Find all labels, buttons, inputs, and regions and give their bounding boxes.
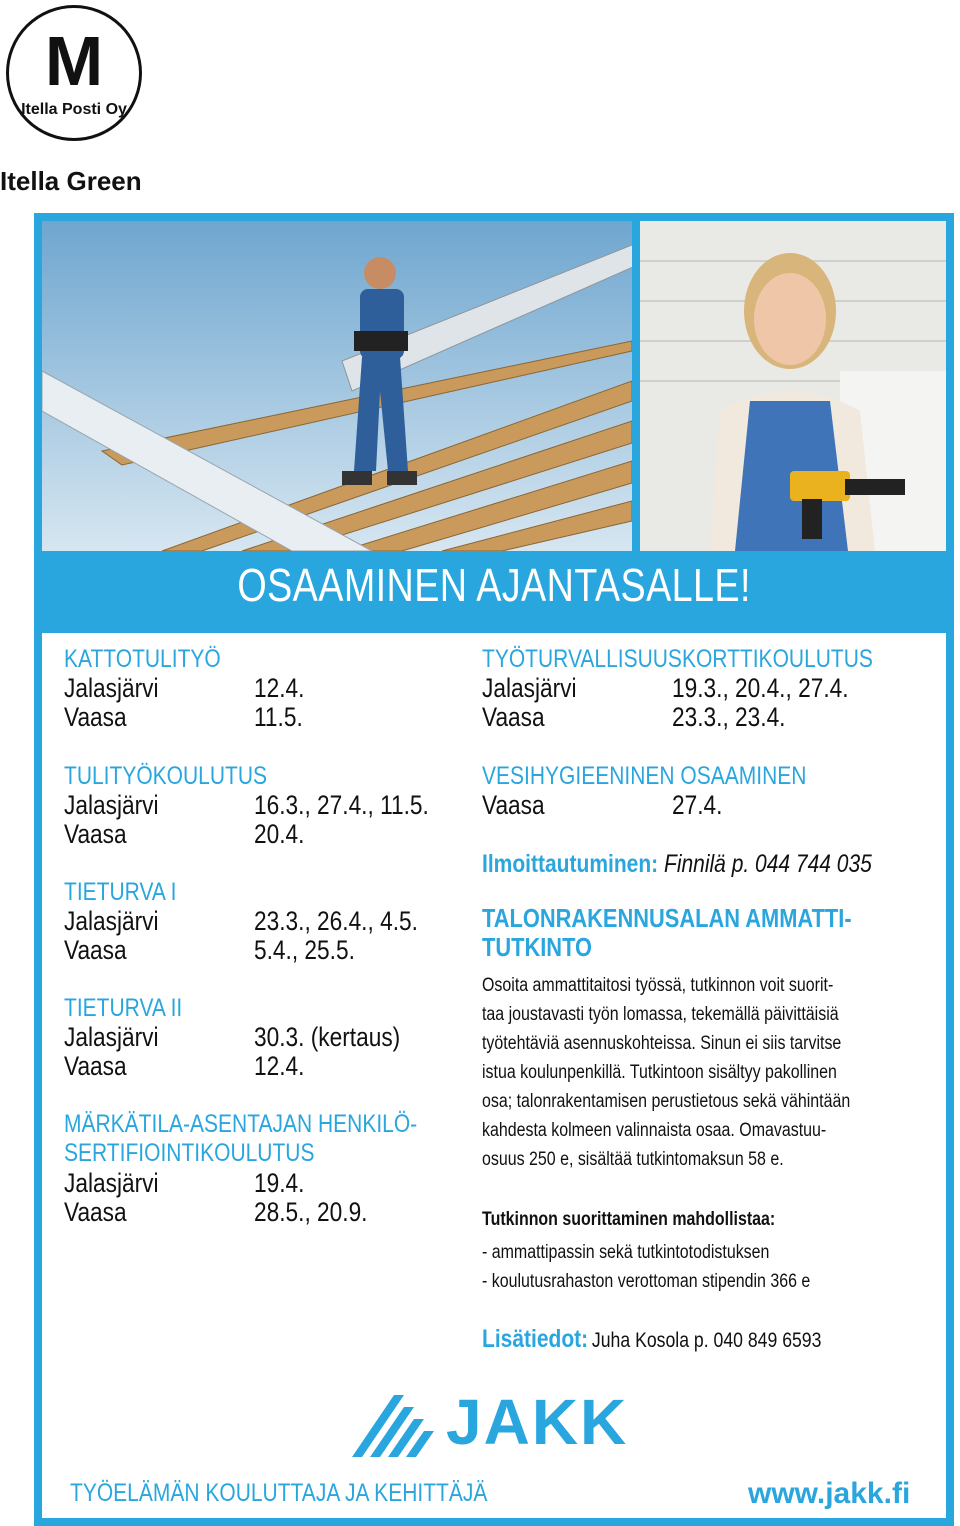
course-place: Jalasjärvi: [482, 673, 577, 703]
stamp-text: Itella Posti Oy: [21, 101, 127, 118]
enables-title: Tutkinnon suorittaminen mahdollistaa:: [482, 1209, 776, 1230]
tagline: TYÖELÄMÄN KOULUTTAJA JA KEHITTÄJÄ: [70, 1479, 488, 1507]
jakk-logo-icon: [352, 1395, 442, 1457]
course-title-continued: SERTIFIOINTIKOULUTUS: [64, 1139, 315, 1167]
course-dates: 28.5., 20.9.: [254, 1197, 368, 1227]
course-dates: 27.4.: [672, 790, 723, 820]
course-dates: 16.3., 27.4., 11.5.: [254, 790, 429, 820]
course-dates: 23.3., 23.4.: [672, 702, 786, 732]
course-title: MÄRKÄTILA-ASENTAJAN HENKILÖ-: [64, 1110, 418, 1138]
course-title: TULITYÖKOULUTUS: [64, 762, 268, 790]
content-panel: [42, 633, 946, 1518]
registration-value: Finnilä p. 044 744 035: [664, 850, 872, 878]
worker-woman-photo: [640, 221, 946, 551]
list-item: - koulutusrahaston verottoman stipendin 366 e: [482, 1271, 811, 1292]
course-place: Vaasa: [64, 702, 127, 732]
course-dates: 20.4.: [254, 819, 305, 849]
course-place: Vaasa: [64, 1197, 127, 1227]
text-line: kahdesta kolmeen valinnaista osaa. Omavastuu-: [482, 1120, 827, 1141]
course-place: Jalasjärvi: [64, 906, 159, 936]
info-label: Lisätiedot:: [482, 1325, 589, 1353]
course-place: Jalasjärvi: [64, 1168, 159, 1198]
course-dates: 30.3. (kertaus): [254, 1022, 401, 1052]
registration-line: [482, 850, 872, 879]
degree-description: [482, 971, 850, 1174]
banner: [34, 558, 954, 612]
degree-title-continued: TUTKINTO: [482, 932, 593, 962]
degree-title: TALONRAKENNUSALAN AMMATTI-: [482, 903, 852, 933]
course-place: Jalasjärvi: [64, 790, 159, 820]
postage-stamp: [6, 5, 142, 141]
brand-label: Itella Green: [0, 166, 142, 196]
course-dates: 5.4., 25.5.: [254, 935, 355, 965]
course-place: Vaasa: [482, 790, 545, 820]
course-title: TIETURVA II: [64, 994, 183, 1022]
registration-label: Ilmoittautuminen:: [482, 850, 659, 878]
course-dates: 23.3., 26.4., 4.5.: [254, 906, 418, 936]
course-dates: 12.4.: [254, 1051, 305, 1081]
course-place: Vaasa: [64, 1051, 127, 1081]
contact-line: [482, 1325, 821, 1354]
banner-title: OSAAMINEN AJANTASALLE!: [237, 559, 751, 611]
course-dates: 19.4.: [254, 1168, 305, 1198]
enables-list: [482, 1238, 810, 1296]
roofer-photo: [42, 221, 632, 551]
course-dates: 19.3., 20.4., 27.4.: [672, 673, 849, 703]
course-title: TIETURVA I: [64, 878, 177, 906]
course-place: Vaasa: [482, 702, 545, 732]
course-dates: 12.4.: [254, 673, 305, 703]
text-line: osuus 250 e, sisältää tutkintomaksun 58 e.: [482, 1149, 784, 1170]
stamp-letter: M: [44, 22, 104, 100]
course-title: TYÖTURVALLISUUSKORTTIKOULUTUS: [482, 645, 873, 673]
woman-illustration: [640, 221, 946, 551]
website-link[interactable]: www.jakk.fi: [748, 1477, 911, 1510]
list-item: - ammattipassin sekä tutkintotodistuksen: [482, 1242, 770, 1263]
text-line: taa joustavasti työn lomassa, tekemällä päivittäisiä: [482, 1004, 839, 1025]
course-place: Jalasjärvi: [64, 1022, 159, 1052]
text-line: Osoita ammattitaitosi työssä, tutkinnon voit suorit-: [482, 975, 834, 996]
course-place: Jalasjärvi: [64, 673, 159, 703]
course-title: KATTOTULITYÖ: [64, 645, 221, 673]
course-dates: 11.5.: [254, 702, 303, 732]
course-place: Vaasa: [64, 935, 127, 965]
text-line: osa; talonrakentamisen perustietous sekä vähintään: [482, 1091, 851, 1112]
course-place: Vaasa: [64, 819, 127, 849]
info-value: Juha Kosola p. 040 849 6593: [591, 1329, 822, 1352]
text-line: istua koulunpenkillä. Tutkintoon sisältyy pakollinen: [482, 1062, 837, 1083]
poster: [34, 213, 954, 1526]
course-title: VESIHYGIEENINEN OSAAMINEN: [482, 762, 807, 790]
text-line: työtehtäviä asennuskohteissa. Sinun ei siis tarvitse: [482, 1033, 842, 1054]
roofer-illustration: [42, 221, 632, 551]
logo-text: JAKK: [446, 1386, 629, 1458]
